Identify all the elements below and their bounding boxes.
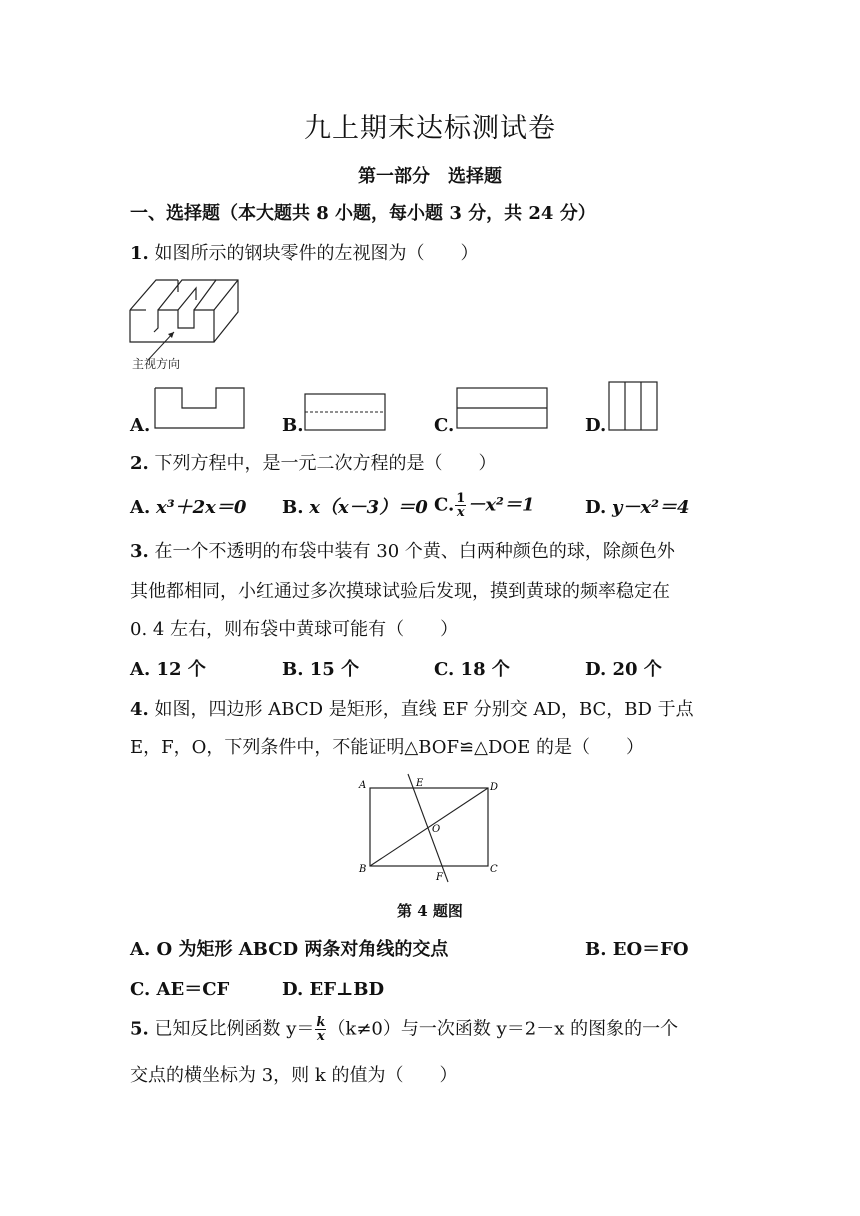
- fraction-denominator: x: [317, 1029, 325, 1044]
- q3-option-a: A. 12 个: [130, 659, 206, 680]
- fraction: [455, 492, 466, 519]
- q1-option-d-label: D.: [585, 415, 607, 436]
- question-4: [130, 698, 694, 722]
- question-number: 5.: [130, 1018, 149, 1040]
- question-3-line-2: 其他都相同，小红通过多次摸球试验后发现，摸到黄球的频率稳定在: [130, 581, 670, 602]
- question-text-line-1: 在一个不透明的布袋中装有 30 个黄、白两种颜色的球，除颜色外: [154, 541, 675, 562]
- q3-option-b: B. 15 个: [282, 659, 360, 680]
- question-4-line-2: E，F，O，下列条件中，不能证明△BOF≌△DOE 的是（ ）: [130, 737, 645, 758]
- section-note: （本大题共 8 小题，每小题 3 分，共 24 分）: [220, 203, 596, 224]
- point-c-label: C: [490, 864, 498, 875]
- part-heading: 第一部分 选择题: [358, 166, 502, 187]
- q4-option-b: B. EO＝FO: [585, 939, 689, 960]
- point-f-label: F: [436, 872, 443, 883]
- q2-option-a: [130, 496, 246, 520]
- q1-option-b-label: B.: [282, 415, 304, 436]
- page-title: 九上期末达标测试卷: [304, 113, 556, 144]
- point-o-label: O: [432, 824, 441, 835]
- question-3: [130, 540, 675, 564]
- q2-option-c: [434, 492, 534, 519]
- fraction-denominator: x: [456, 505, 465, 520]
- question-2: [130, 452, 497, 476]
- question-number: 1.: [130, 243, 149, 264]
- option-text: －x²＝1: [467, 494, 535, 516]
- option-text: x³＋2x＝0: [155, 497, 247, 518]
- option-label: D.: [585, 497, 607, 518]
- q4-option-c: C. AE＝CF: [130, 979, 230, 1000]
- q3-option-c: C. 18 个: [434, 659, 510, 680]
- q2-option-b: [282, 496, 428, 520]
- q2-option-d: [585, 496, 690, 520]
- question-5: [130, 1016, 678, 1043]
- question-3-line-3: 0. 4 左右，则布袋中黄球可能有（ ）: [130, 619, 459, 640]
- q4-option-d: D. EF⊥BD: [282, 979, 385, 1000]
- point-d-label: D: [490, 782, 499, 793]
- option-text: x（x－3）＝0: [309, 497, 428, 518]
- question-text: 下列方程中，是一元二次方程的是（ ）: [154, 453, 497, 474]
- q1-option-c-figure: [456, 386, 550, 432]
- section-heading: [130, 202, 596, 226]
- question-1: [130, 242, 479, 266]
- question-number: 2.: [130, 453, 149, 474]
- figure-caption: 第 4 题图: [397, 902, 463, 920]
- point-e-label: E: [416, 778, 424, 789]
- option-label: A.: [130, 497, 151, 518]
- fraction-numerator: 1: [456, 491, 466, 506]
- question-5-line-2: 交点的横坐标为 3，则 k 的值为（ ）: [130, 1065, 458, 1086]
- question-text-pre: 已知反比例函数 y＝: [154, 1018, 315, 1040]
- q3-option-d: D. 20 个: [585, 659, 662, 680]
- fraction: [315, 1016, 326, 1043]
- point-a-label: A: [359, 780, 367, 791]
- q1-option-d-figure: [608, 380, 660, 432]
- point-b-label: B: [359, 864, 367, 875]
- question-number: 3.: [130, 541, 149, 562]
- option-label: C.: [434, 494, 455, 516]
- question-number: 4.: [130, 699, 149, 720]
- question-text-post: （k≠0）与一次函数 y＝2－x 的图象的一个: [327, 1018, 679, 1040]
- option-text: y－x²＝4: [611, 497, 690, 518]
- q1-option-b-figure: [304, 392, 388, 432]
- question-text: 如图所示的钢块零件的左视图为（ ）: [154, 243, 479, 264]
- rectangle-abcd-figure: [356, 772, 504, 884]
- q1-option-a-figure: [154, 384, 248, 432]
- fraction-numerator: k: [316, 1015, 326, 1030]
- option-label: B.: [282, 497, 304, 518]
- q1-option-c-label: C.: [434, 415, 455, 436]
- q1-option-a-label: A.: [130, 415, 151, 436]
- q4-option-a: A. O 为矩形 ABCD 两条对角线的交点: [130, 939, 449, 960]
- view-direction-label: 主视方向: [132, 357, 181, 371]
- section-title: 一、选择题: [130, 203, 220, 224]
- steel-block-figure: [126, 270, 250, 380]
- question-text-line-1: 如图，四边形 ABCD 是矩形，直线 EF 分别交 AD，BC，BD 于点: [154, 699, 694, 720]
